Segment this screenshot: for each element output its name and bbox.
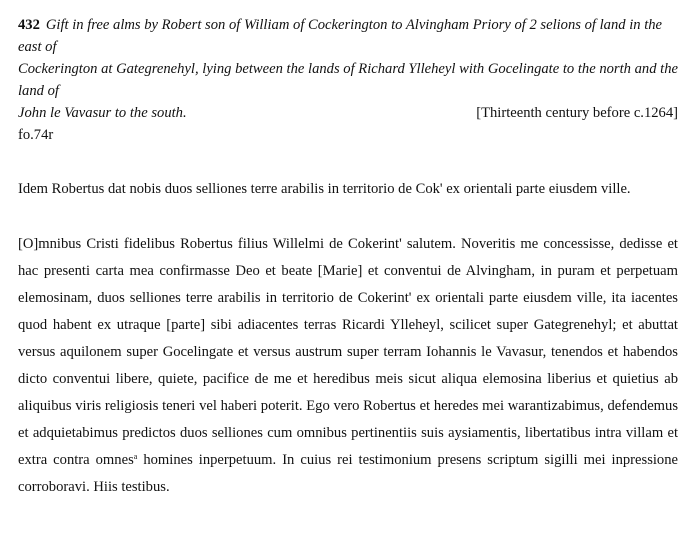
entry-date: [Thirteenth century before c.1264]: [476, 105, 678, 121]
summary-line-1: [18, 14, 678, 58]
entry-summary-last: John le Vavasur to the south.: [18, 105, 187, 121]
entry-heading: [18, 14, 678, 124]
textual-note-marker[interactable]: a: [133, 452, 138, 461]
summary-line-2: Cockerington at Gategrenehyl, lying between the lands of Richard Ylleheyl with Gocelingate to the north and the land of: [18, 61, 678, 99]
charter-text: [18, 231, 678, 501]
entry-summary-text: Gift in free alms by Robert son of William of Cockerington to Alvingham Priory of 2 selions of land in the east of: [18, 17, 663, 55]
entry-number: 432: [18, 17, 40, 33]
charter-text-end: homines inperpetuum. In cuius rei testimonium presens scriptum sigilli mei inpressione corroboravi. Hiis testibus.: [18, 452, 678, 495]
folio-reference: fo.74r: [18, 127, 54, 143]
charter-text-main: [O]mnibus Cristi fidelibus Robertus filius Willelmi de Cokerint' salutem. Noveritis me concessisse, dedisse et hac presenti carta mea confirmasse Deo et beate [Marie] et conventui de Alvingham, in puram et perpetuam elemosinam, duos selliones terre arabilis in territorio de Cokerint' ex orientali parte eiusdem ville, ita iacentes quod habent ex utraque [parte] sibi adiacentes terras Ricardi Ylleheyl, scilicet super Gategrenehyl; et abuttat versus aquilonem super Gocelingate et versus austrum super terram Iohannis le Vavasur, tenendos et habendos dicto conventui libere, quiete, pacifice de me et heredibus meis sicut aliqua elemosina liberius et quietius ab aliquibus viris religiosis teneri vel haberi poterit. Ego vero Robertus et heredes mei warantizabimus, defendemus et adquietabimus predictos duos selliones cum omnibus pertinentiis suis aysiamentis, libertatibus intra villam et extra contra omnes: [18, 236, 678, 468]
latin-abstract: Idem Robertus dat nobis duos selliones terre arabilis in territorio de Cok' ex orientali parte eiusdem ville.: [18, 181, 631, 197]
summary-line-3: [18, 102, 678, 124]
